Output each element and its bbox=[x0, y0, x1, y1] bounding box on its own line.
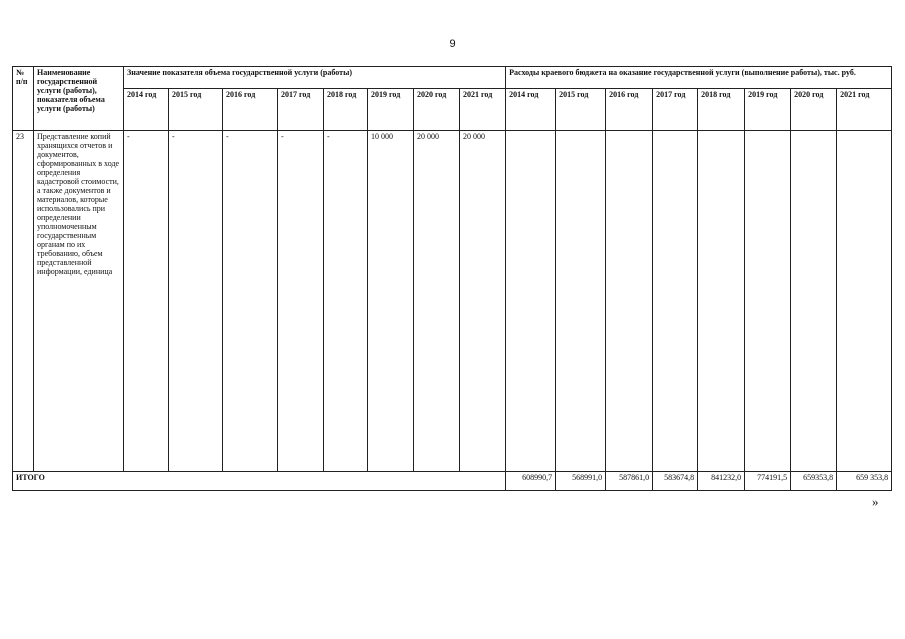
volume-cell: - bbox=[169, 131, 223, 472]
budget-cell bbox=[606, 131, 653, 472]
volume-cell: - bbox=[124, 131, 169, 472]
header-volume-year: 2015 год bbox=[169, 89, 223, 131]
header-row-years bbox=[13, 89, 892, 131]
total-row bbox=[13, 472, 892, 491]
header-budget-year: 2017 год bbox=[653, 89, 698, 131]
header-volume-year: 2017 год bbox=[278, 89, 324, 131]
header-budget-year: 2020 год bbox=[791, 89, 837, 131]
page-number: 9 bbox=[449, 38, 456, 50]
volume-cell: - bbox=[223, 131, 278, 472]
header-budget-year: 2016 год bbox=[606, 89, 653, 131]
header-budget-year: 2014 год bbox=[506, 89, 556, 131]
header-budget-year: 2015 год bbox=[556, 89, 606, 131]
header-volume-year: 2018 год bbox=[324, 89, 368, 131]
total-label: ИТОГО bbox=[13, 472, 506, 491]
total-budget-cell: 608990,7 bbox=[506, 472, 556, 491]
header-budget-year: 2018 год bbox=[698, 89, 745, 131]
budget-cell bbox=[745, 131, 791, 472]
budget-cell bbox=[653, 131, 698, 472]
total-budget-cell: 568991,0 bbox=[556, 472, 606, 491]
total-budget-cell: 587861,0 bbox=[606, 472, 653, 491]
volume-cell: - bbox=[278, 131, 324, 472]
budget-cell bbox=[556, 131, 606, 472]
header-budget-group: Расходы краевого бюджета на оказание государственной услуги (выполнение работы), тыс. руб. bbox=[506, 67, 892, 89]
budget-cell bbox=[698, 131, 745, 472]
budget-cell bbox=[791, 131, 837, 472]
header-num: № п/п bbox=[13, 67, 34, 131]
row-num: 23 bbox=[13, 131, 34, 472]
total-budget-cell: 659 353,8 bbox=[837, 472, 892, 491]
table-row bbox=[13, 131, 892, 472]
volume-cell: 10 000 bbox=[368, 131, 414, 472]
header-budget-year: 2019 год bbox=[745, 89, 791, 131]
header-budget-year: 2021 год bbox=[837, 89, 892, 131]
total-budget-cell: 774191,5 bbox=[745, 472, 791, 491]
header-volume-year: 2019 год bbox=[368, 89, 414, 131]
header-volume-year: 2020 год bbox=[414, 89, 460, 131]
total-budget-cell: 659353,8 bbox=[791, 472, 837, 491]
total-budget-cell: 841232,0 bbox=[698, 472, 745, 491]
header-volume-year: 2014 год bbox=[124, 89, 169, 131]
budget-cell bbox=[837, 131, 892, 472]
continuation-mark: » bbox=[872, 494, 879, 509]
header-row-groups bbox=[13, 67, 892, 89]
volume-cell: - bbox=[324, 131, 368, 472]
row-service-name: Представление копий хранящихся отчетов и документов, сформированных в ходе определения кадастровой стоимости, а также документов и материалов, которые использовались при определении уполномоченным государственным органам по их требованию, объем представленной информации, единица bbox=[34, 131, 124, 472]
header-name: Наименование государственной услуги (работы), показателя объема услуги (работы) bbox=[34, 67, 124, 131]
total-budget-cell: 583674,8 bbox=[653, 472, 698, 491]
budget-table bbox=[12, 66, 892, 491]
budget-cell bbox=[506, 131, 556, 472]
header-volume-group: Значение показателя объема государственной услуги (работы) bbox=[124, 67, 506, 89]
volume-cell: 20 000 bbox=[414, 131, 460, 472]
volume-cell: 20 000 bbox=[460, 131, 506, 472]
header-volume-year: 2016 год bbox=[223, 89, 278, 131]
header-volume-year: 2021 год bbox=[460, 89, 506, 131]
